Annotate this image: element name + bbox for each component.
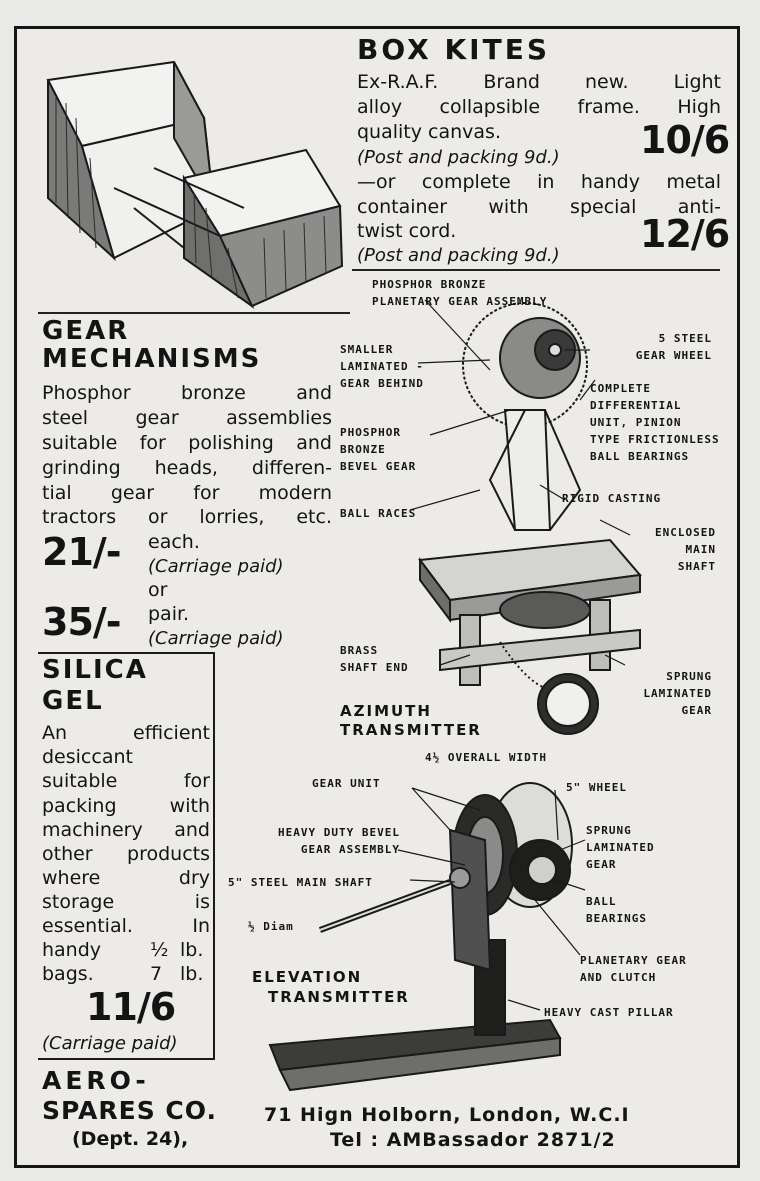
silica-title-2: GEL xyxy=(42,686,104,716)
box-kites-price-2: 12/6 xyxy=(640,212,730,256)
elevation-label-line: HEAVY DUTY BEVEL xyxy=(278,826,400,839)
gear-or: or xyxy=(148,579,168,601)
box-kites-line-2: alloy collapsible frame. High xyxy=(357,96,721,118)
azimuth-label-enclosed-main-shaft xyxy=(612,524,716,575)
elevation-label-line: BEARINGS xyxy=(586,912,647,925)
azimuth-caption-2: TRANSMITTER xyxy=(340,721,482,739)
gear-each: each. xyxy=(148,531,200,553)
azimuth-label-smaller-laminated xyxy=(340,341,424,392)
silica-lb-1: lb. xyxy=(180,939,204,961)
azimuth-label-line: SMALLER xyxy=(340,343,394,356)
azimuth-label-line: SHAFT xyxy=(677,560,716,573)
azimuth-label-ball-races: BALL RACES xyxy=(340,507,417,520)
silica-lb-2: lb. xyxy=(180,963,204,985)
elevation-label-line: AND CLUTCH xyxy=(580,971,657,984)
box-kites-line-5: container with special anti- xyxy=(357,196,721,218)
silica-line-9: essential. In xyxy=(42,915,210,937)
silica-bags: bags. xyxy=(42,963,94,985)
gear-divider xyxy=(38,312,350,314)
elevation-label-sprung-laminated xyxy=(586,822,655,873)
silica-line-3: suitable for xyxy=(42,770,210,792)
elevation-transmitter-illustration xyxy=(250,770,720,1110)
silica-seven: 7 xyxy=(150,963,163,985)
company-address: 71 Hign Holborn, London, W.C.I xyxy=(264,1104,630,1126)
elevation-label-line: LAMINATED xyxy=(586,841,655,854)
company-name-1: AERO- xyxy=(42,1066,150,1095)
gear-line-4: grinding heads, differen- xyxy=(42,457,332,479)
elevation-caption-1: ELEVATION xyxy=(252,968,363,986)
elevation-label-overall-width: 4½ OVERALL WIDTH xyxy=(425,751,547,764)
azimuth-label-rigid-casting: RIGID CASTING xyxy=(562,492,662,505)
azimuth-label-line: UNIT, PINION xyxy=(590,416,682,429)
box-kites-postage-1: (Post and packing 9d.) xyxy=(357,147,560,168)
gear-price-pair: 35/- xyxy=(42,600,121,644)
silica-line-1: An efficient xyxy=(42,722,210,744)
azimuth-label-line: PHOSPHOR xyxy=(340,426,401,439)
gear-line-2: steel gear assemblies xyxy=(42,407,332,429)
elevation-label-line: SPRUNG xyxy=(586,824,632,837)
elevation-caption-2: TRANSMITTER xyxy=(268,988,410,1006)
silica-line-4: packing with xyxy=(42,795,210,817)
elevation-label-planetary-clutch xyxy=(580,952,687,986)
azimuth-label-line: PHOSPHOR BRONZE xyxy=(372,278,487,291)
elevation-label-heavy-duty-bevel xyxy=(250,824,400,858)
silica-price: 11/6 xyxy=(86,985,176,1029)
azimuth-label-line: BRONZE xyxy=(340,443,386,456)
box-kites-title: BOX KITES xyxy=(357,33,550,66)
azimuth-label-line: DIFFERENTIAL xyxy=(590,399,682,412)
azimuth-label-line: SHAFT END xyxy=(340,661,409,674)
azimuth-label-line: COMPLETE xyxy=(590,382,651,395)
elevation-label-steel-main-shaft: 5" STEEL MAIN SHAFT xyxy=(228,876,373,889)
company-dept: (Dept. 24), xyxy=(72,1128,189,1150)
silica-title-1: SILICA xyxy=(42,655,148,685)
company-tel: Tel : AMBassador 2871/2 xyxy=(330,1129,616,1151)
silica-handy: handy xyxy=(42,939,102,961)
elevation-label-gear-unit: GEAR UNIT xyxy=(312,777,381,790)
box-kites-line-1: Ex-R.A.F. Brand new. Light xyxy=(357,71,721,93)
elevation-label-wheel: 5" WHEEL xyxy=(566,781,627,794)
gear-carriage-2: (Carriage paid) xyxy=(148,628,284,649)
elevation-label-diam: ½ Diam xyxy=(248,920,294,933)
gear-line-3: suitable for polishing and xyxy=(42,432,332,454)
elevation-label-line: PLANETARY GEAR xyxy=(580,954,687,967)
elevation-label-ball-bearings xyxy=(586,893,647,927)
azimuth-label-steel-gear-wheel xyxy=(590,330,712,364)
box-kites-postage-2: (Post and packing 9d.) xyxy=(357,245,560,266)
azimuth-label-line: LAMINATED - xyxy=(340,360,424,373)
box-kites-line-3: quality canvas. xyxy=(357,121,501,143)
azimuth-label-line: MAIN xyxy=(685,543,716,556)
azimuth-label-line: BRASS xyxy=(340,644,379,657)
gear-carriage-1: (Carriage paid) xyxy=(148,556,284,577)
azimuth-label-line: BALL BEARINGS xyxy=(590,450,690,463)
silica-half: ½ xyxy=(150,939,169,961)
azimuth-label-brass-shaft-end xyxy=(340,642,409,676)
azimuth-label-line: GEAR BEHIND xyxy=(340,377,424,390)
azimuth-label-sprung-laminated xyxy=(620,668,712,719)
azimuth-label-line: SPRUNG xyxy=(666,670,712,683)
gear-price-each: 21/- xyxy=(42,530,121,574)
azimuth-label-line: LAMINATED xyxy=(643,687,712,700)
azimuth-label-line: ENCLOSED xyxy=(655,526,716,539)
gear-title-1: GEAR xyxy=(42,316,130,346)
silica-line-8: storage is xyxy=(42,891,210,913)
silica-line-6: other products xyxy=(42,843,210,865)
azimuth-label-line: GEAR WHEEL xyxy=(635,349,712,362)
elevation-label-line: BALL xyxy=(586,895,617,908)
silica-line-7: where dry xyxy=(42,867,210,889)
azimuth-label-complete-differential xyxy=(590,380,720,465)
azimuth-label-line: 5 STEEL xyxy=(658,332,712,345)
azimuth-label-line: GEAR xyxy=(681,704,712,717)
gear-line-5: tial gear for modern xyxy=(42,482,332,504)
azimuth-label-phosphor-bevel xyxy=(340,424,416,475)
elevation-label-line: GEAR ASSEMBLY xyxy=(300,843,400,856)
gear-line-1: Phosphor bronze and xyxy=(42,382,332,404)
elevation-label-heavy-cast-pillar: HEAVY CAST PILLAR xyxy=(544,1006,674,1019)
silica-carriage: (Carriage paid) xyxy=(42,1033,178,1054)
box-kites-price-1: 10/6 xyxy=(640,118,730,162)
azimuth-label-phosphor-planetary xyxy=(372,276,547,310)
silica-line-5: machinery and xyxy=(42,819,210,841)
gear-pair: pair. xyxy=(148,603,190,625)
azimuth-label-line: TYPE FRICTIONLESS xyxy=(590,433,720,446)
elevation-label-line: GEAR xyxy=(586,858,617,871)
azimuth-label-line: PLANETARY GEAR ASSEMBLY xyxy=(372,295,548,308)
silica-line-2: desiccant xyxy=(42,746,133,768)
gear-line-6: tractors or lorries, etc. xyxy=(42,506,332,528)
azimuth-caption-1: AZIMUTH xyxy=(340,702,432,720)
box-kite-illustration xyxy=(44,58,344,310)
azimuth-label-line: BEVEL GEAR xyxy=(340,460,417,473)
box-kites-line-4: —or complete in handy metal xyxy=(357,171,721,193)
box-kites-line-6: twist cord. xyxy=(357,220,457,242)
gear-title-2: MECHANISMS xyxy=(42,344,262,374)
company-name-2: SPARES CO. xyxy=(42,1096,217,1125)
